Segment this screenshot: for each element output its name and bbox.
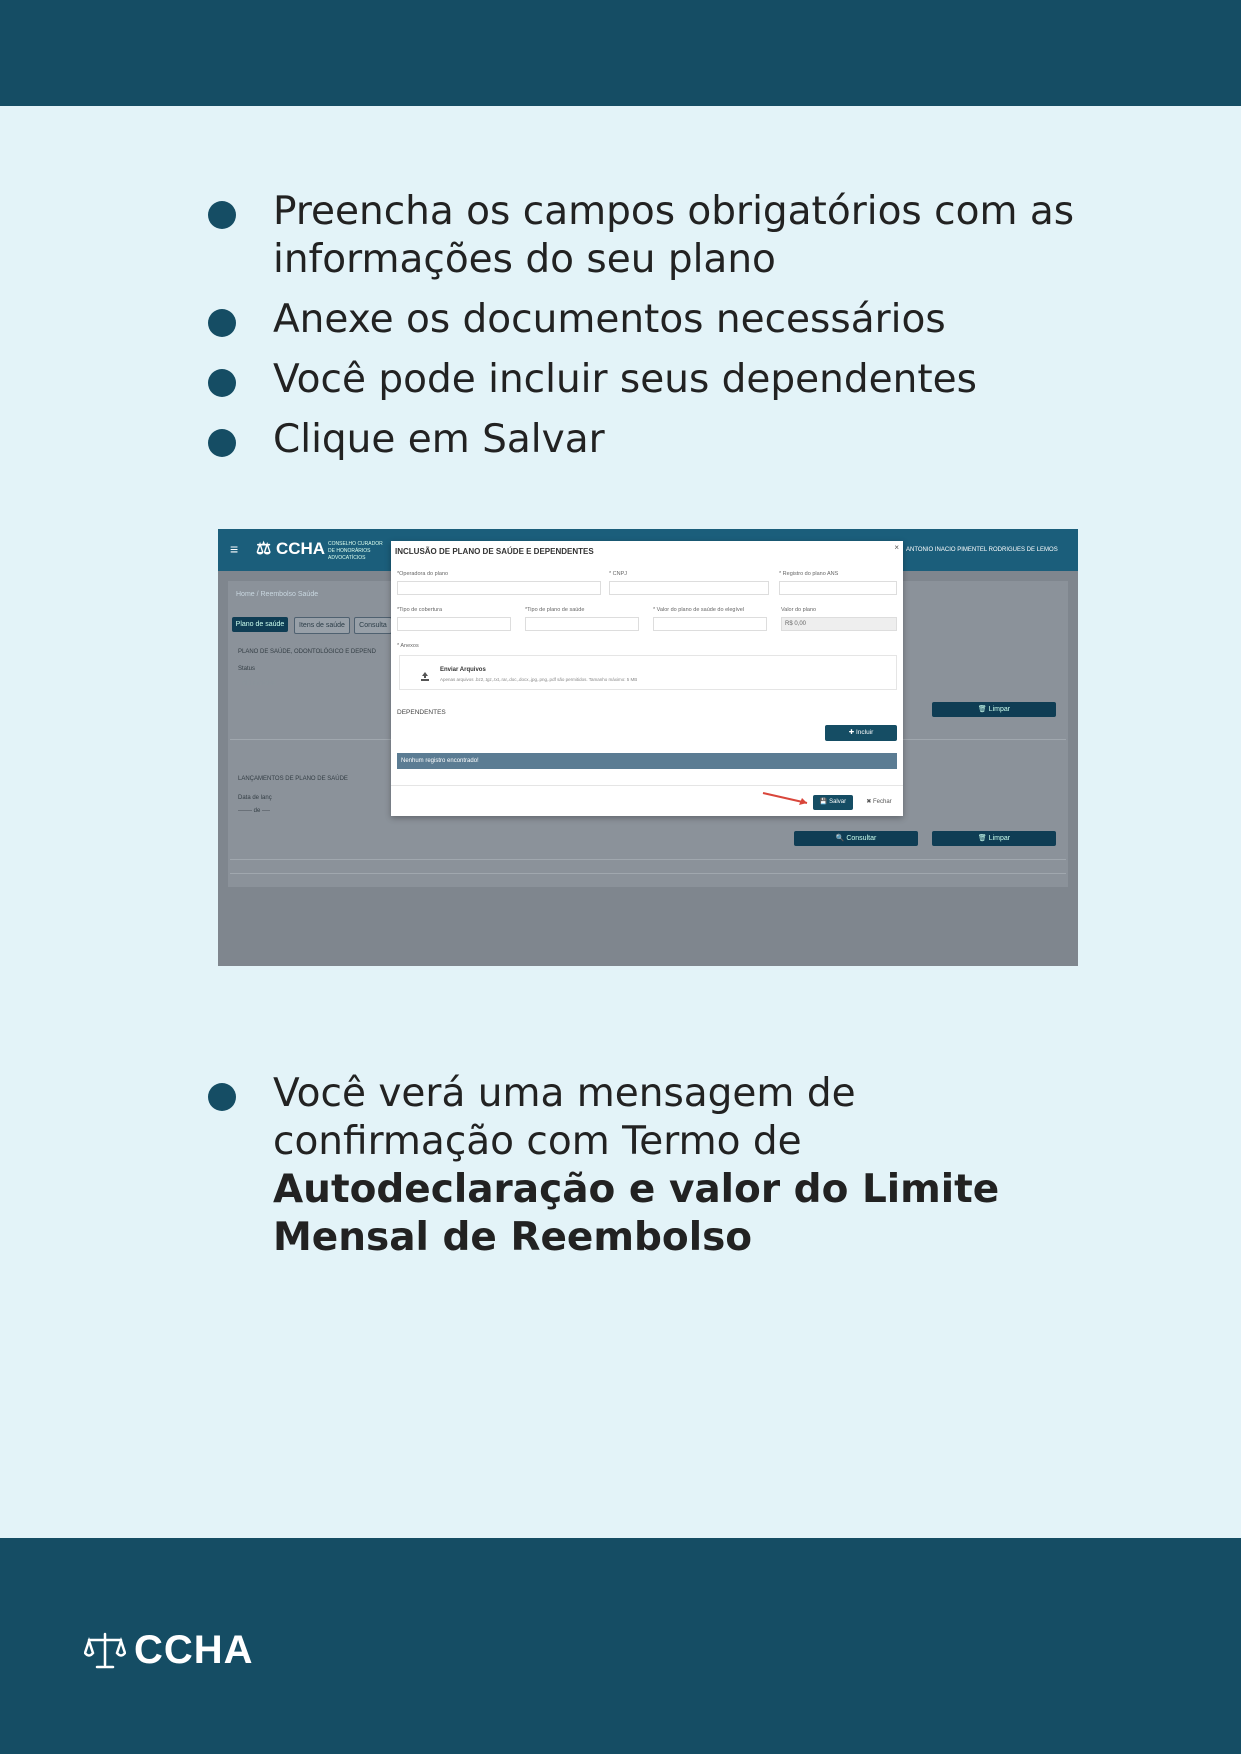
section-launch-title: LANÇAMENTOS DE PLANO DE SAÚDE bbox=[238, 776, 348, 782]
section-plan-title: PLANO DE SAÚDE, ODONTOLÓGICO E DEPEND bbox=[238, 649, 376, 655]
inclusao-plano-modal bbox=[391, 541, 903, 816]
app-logo-subtitle: CONSELHO CURADOR DE HONORÁRIOS ADVOCATÍCIOS bbox=[328, 541, 383, 561]
registro-label: * Registro do plano ANS bbox=[779, 571, 839, 577]
consultar-button[interactable]: 🔍 Consultar bbox=[794, 831, 918, 846]
breadcrumb: Home / Reembolso Saúde bbox=[236, 591, 319, 598]
footer-logo bbox=[84, 1628, 254, 1673]
tab-plano-de-saude[interactable]: Plano de saúde bbox=[232, 617, 288, 632]
divider bbox=[391, 785, 903, 786]
anexos-label: * Anexos bbox=[397, 643, 419, 649]
instruction-item: Clique em Salvar bbox=[208, 416, 1108, 464]
instruction-item: Preencha os campos obrigatórios com as informações do seu plano bbox=[208, 188, 1108, 284]
close-icon[interactable]: × bbox=[894, 543, 899, 552]
status-select[interactable]: SELECIONE bbox=[242, 681, 277, 687]
valor-plano-label: Valor do plano bbox=[781, 607, 817, 613]
tipo-cobertura-label: *Tipo de cobertura bbox=[397, 607, 443, 613]
instruction-list bbox=[208, 188, 1108, 476]
instruction-item: Você pode incluir seus dependentes bbox=[208, 356, 1108, 404]
modal-title: INCLUSÃO DE PLANO DE SAÚDE E DEPENDENTES bbox=[395, 547, 594, 556]
tab-consulta[interactable]: Consulta bbox=[354, 617, 392, 634]
operadora-label: *Operadora do plano bbox=[397, 571, 449, 577]
tipo-plano-label: *Tipo de plano de saúde bbox=[525, 607, 585, 613]
date-label: Data de lanç bbox=[238, 795, 272, 801]
file-types-note: Apenas arquivos .bz2,.tgz,.txt,.rar,.doc,.docx,.jpg,.png,.pdf são permitidos. Tamanho máximo: 5 MB bbox=[440, 677, 638, 682]
valor-elegivel-input[interactable] bbox=[653, 617, 767, 631]
menu-icon[interactable]: ≡ bbox=[230, 541, 239, 557]
file-upload-area[interactable] bbox=[399, 655, 897, 690]
note-bold-text: Autodeclaração e valor do Limite Mensal de Reembolso bbox=[273, 1167, 1000, 1260]
user-name: ANTONIO INACIO PIMENTEL RODRIGUES DE LEMOS bbox=[906, 547, 1058, 553]
note-regular-text: Você verá uma mensagem de confirmação com Termo de bbox=[273, 1071, 856, 1164]
status-label: Status bbox=[238, 666, 256, 672]
footer-logo-text: CCHA bbox=[134, 1628, 254, 1672]
divider bbox=[230, 859, 1066, 860]
operadora-input[interactable] bbox=[397, 581, 601, 595]
dependentes-title: DEPENDENTES bbox=[397, 709, 446, 716]
valor-elegivel-label: * Valor do plano de saúde do elegível bbox=[653, 607, 745, 613]
bullet-dot-icon bbox=[208, 201, 236, 229]
tipo-cobertura-select[interactable] bbox=[397, 617, 511, 631]
app-logo: ⚖ CCHA bbox=[256, 539, 326, 558]
limpar-button[interactable]: 🗑 Limpar bbox=[932, 702, 1056, 717]
bullet-dot-icon bbox=[208, 429, 236, 457]
enviar-arquivos-label: Enviar Arquivos bbox=[440, 667, 486, 673]
red-arrow-icon bbox=[761, 791, 815, 807]
instruction-item: Anexe os documentos necessários bbox=[208, 296, 1108, 344]
tipo-plano-select[interactable] bbox=[525, 617, 639, 631]
date-select[interactable]: ------- de ---- bbox=[238, 808, 270, 814]
limpar-button[interactable]: 🗑 Limpar bbox=[932, 831, 1056, 846]
scales-of-justice-icon bbox=[84, 1631, 126, 1671]
empty-records-bar: Nenhum registro encontrado! bbox=[397, 753, 897, 769]
valor-plano-value: R$ 0,00 bbox=[785, 621, 807, 627]
registro-input[interactable] bbox=[779, 581, 897, 595]
instruction-item bbox=[208, 1070, 1108, 1262]
bullet-dot-icon bbox=[208, 369, 236, 397]
cnpj-input[interactable] bbox=[609, 581, 769, 595]
tab-itens-de-saude[interactable]: Itens de saúde bbox=[294, 617, 350, 634]
bullet-dot-icon bbox=[208, 309, 236, 337]
screenshot-illustration bbox=[218, 529, 1078, 966]
upload-icon bbox=[420, 671, 430, 681]
incluir-button[interactable]: ✚ Incluir bbox=[825, 725, 897, 741]
cnpj-label: * CNPJ bbox=[609, 571, 628, 577]
salvar-button[interactable]: 💾 Salvar bbox=[813, 795, 853, 810]
bullet-dot-icon bbox=[208, 1083, 236, 1111]
fechar-button[interactable]: ✖ Fechar bbox=[866, 799, 892, 805]
header-bar bbox=[0, 0, 1241, 106]
divider bbox=[230, 873, 1066, 874]
confirmation-note bbox=[208, 1070, 1108, 1262]
